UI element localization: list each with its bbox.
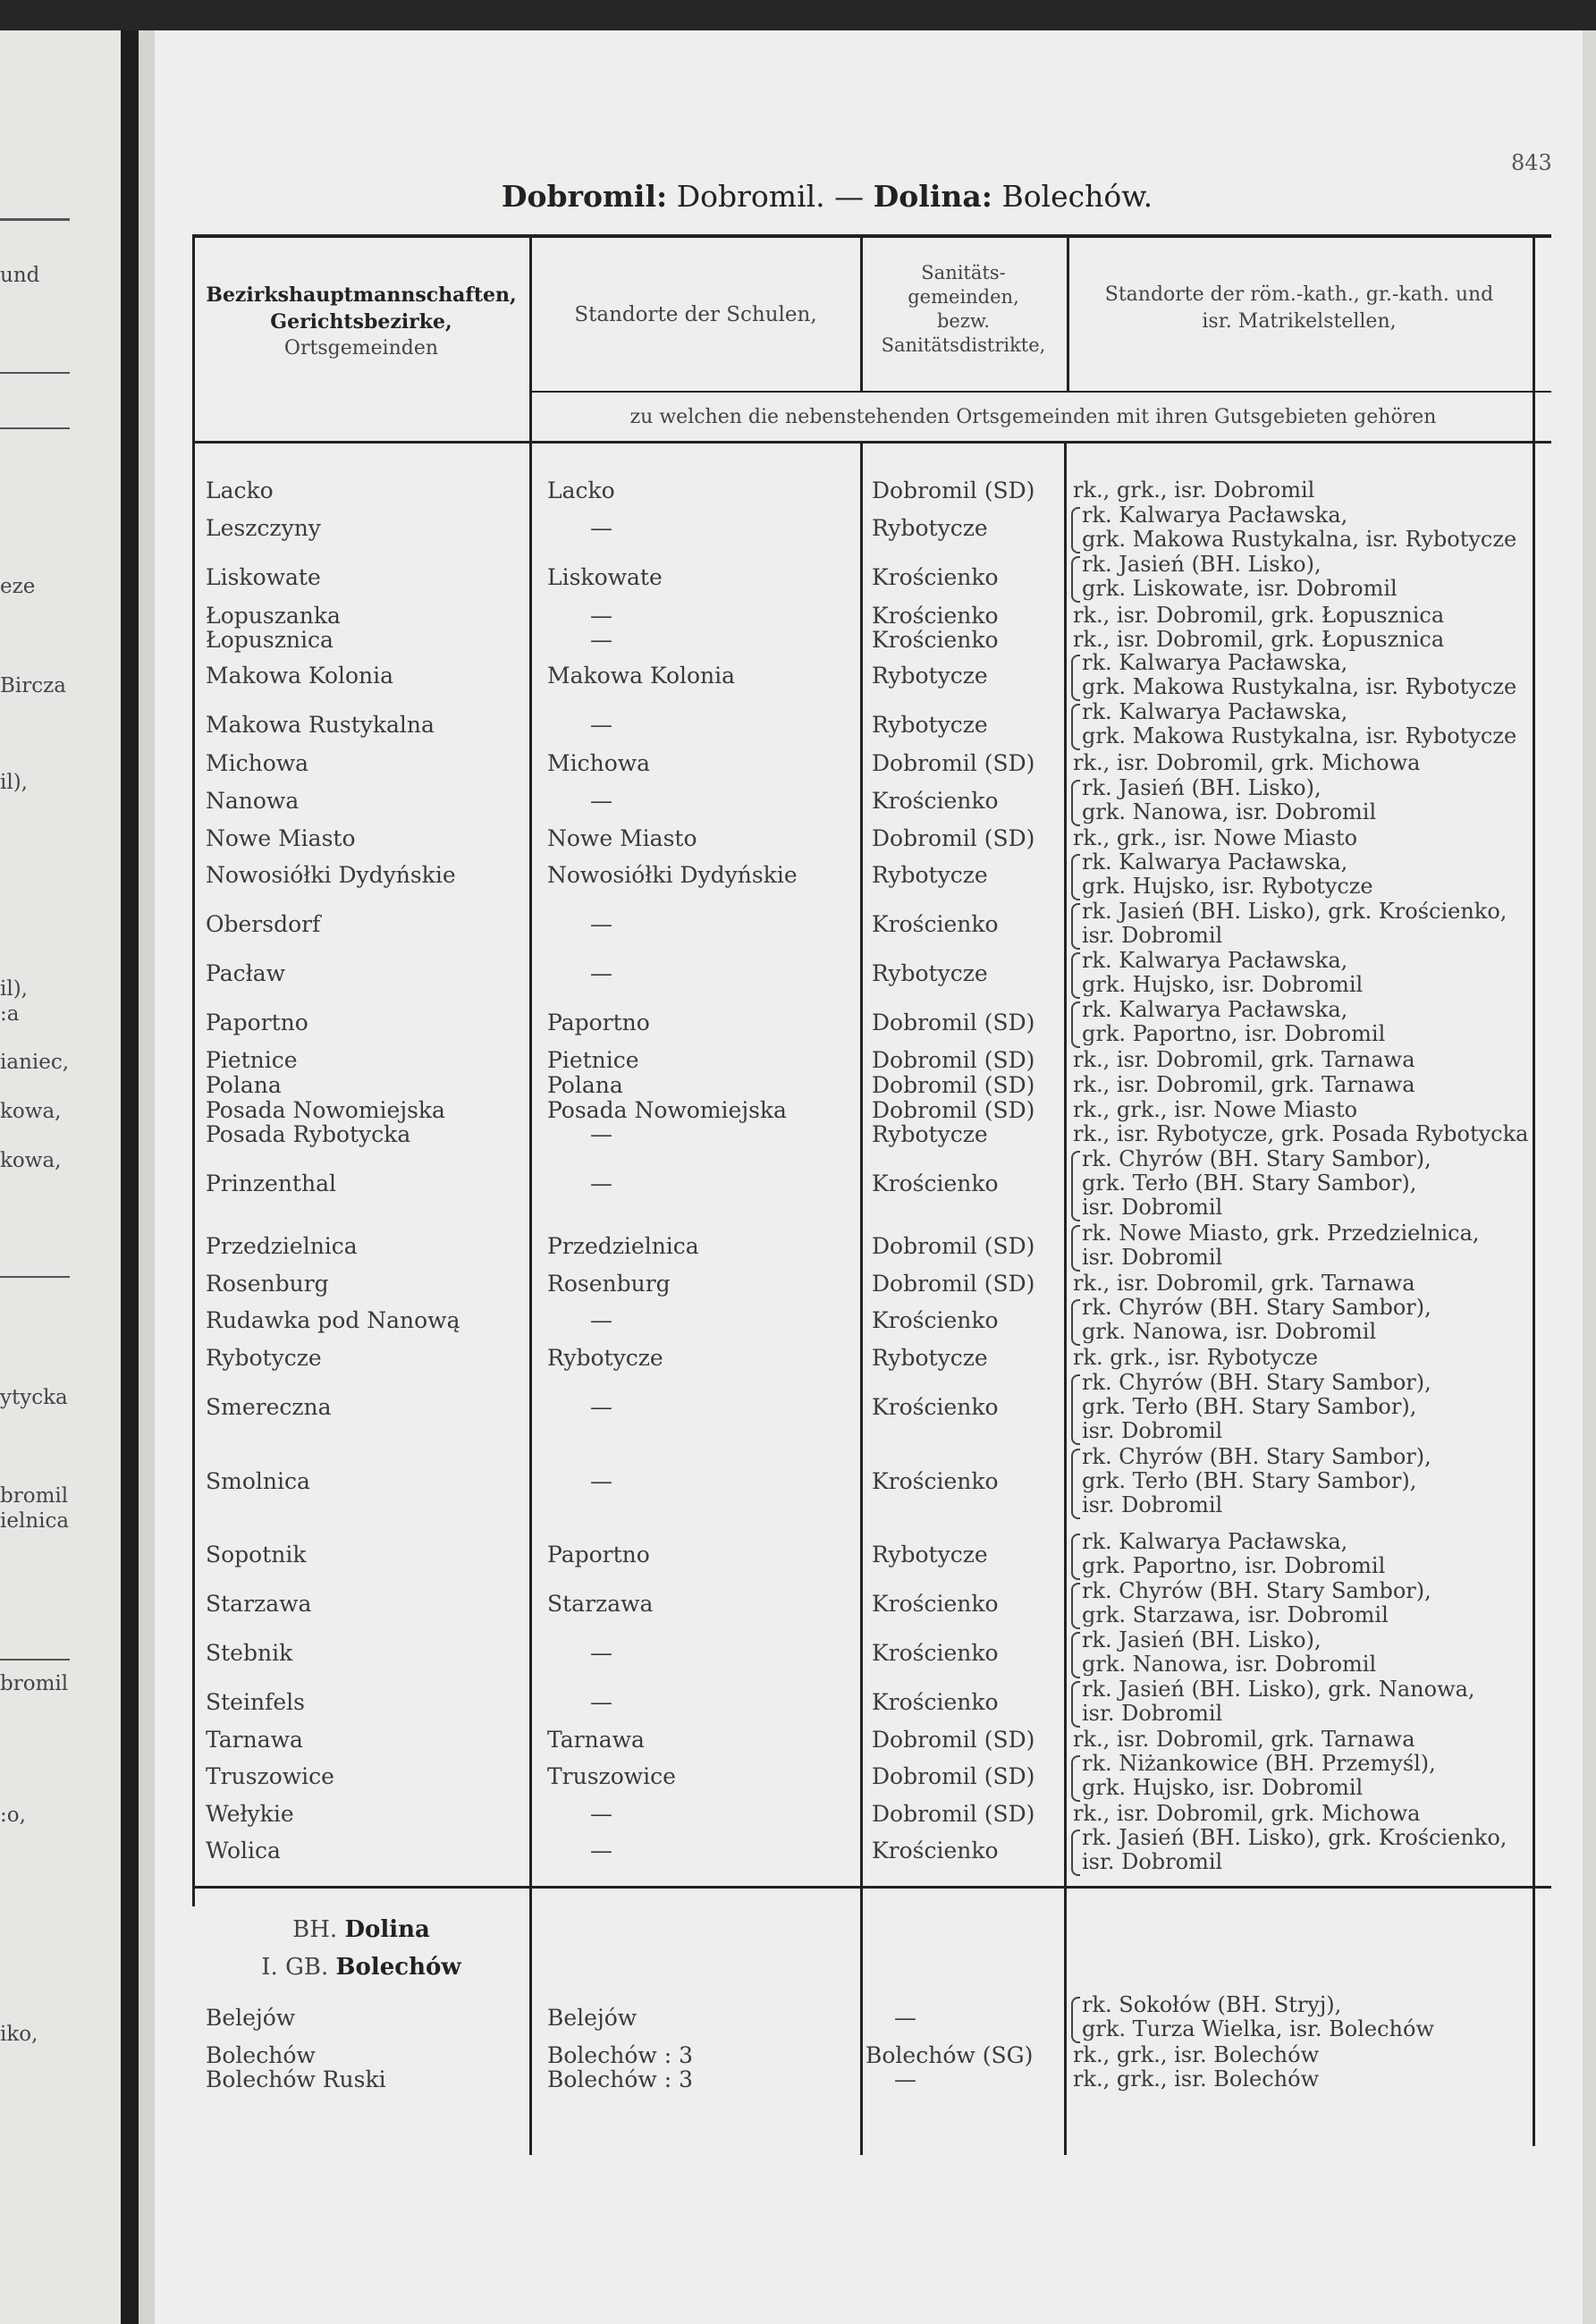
row-sanitaetsgemeinde: Rybotycze [872,1345,988,1371]
matrikel-brace [1071,655,1080,701]
row-matrikelstelle: rk. Kalwarya Pacławska, [1082,849,1348,875]
bh-heading [197,1916,526,1943]
row-sanitaetsgemeinde: Dobromil (SD) [872,1097,1035,1123]
right-page-edge [1583,30,1596,2324]
table-left-rule [192,234,195,1906]
row-matrikelstelle: rk., isr. Dobromil, grk. Łopusznica [1073,603,1445,628]
row-matrikelstelle: rk. Sokołów (BH. Stryj), [1082,1992,1342,2017]
row-matrikelstelle: rk., grk., isr. Bolechów [1073,2066,1320,2092]
row-matrikelstelle: grk. Starzawa, isr. Dobromil [1082,1602,1389,1627]
row-gemeinde: Liskowate [206,564,321,590]
row-schule: Bolechów : 3 [547,2066,693,2092]
matrikel-brace [1071,1225,1080,1272]
row-gemeinde: Starzawa [206,1591,312,1617]
matrikel-brace [1071,854,1080,900]
header-col3-line2: gemeinden, [908,286,1019,308]
row-matrikelstelle: rk., grk., isr. Nowe Miasto [1073,825,1358,850]
row-sanitaetsgemeinde: Krościenko [872,1468,999,1494]
header-col3-line1: Sanitäts- [921,262,1006,283]
row-schule: Michowa [547,750,651,776]
row-schule: Paportno [547,1542,650,1568]
running-head [447,179,1207,214]
row-matrikelstelle: rk. Jasień (BH. Lisko), [1082,552,1322,577]
row-sanitaetsgemeinde: Rybotycze [872,862,988,888]
row-sanitaetsgemeinde: Dobromil (SD) [872,1072,1035,1098]
row-matrikelstelle: rk., grk., isr. Bolechów [1073,2042,1320,2067]
row-matrikelstelle: rk. Niżankowice (BH. Przemyśl), [1082,1751,1436,1776]
row-schule: — [590,603,612,629]
left-page-fragment: ianiec, [0,1051,70,1074]
scan-top-band [0,0,1596,30]
row-sanitaetsgemeinde: Dobromil (SD) [872,1010,1035,1035]
row-matrikelstelle: grk. Hujsko, isr. Rybotycze [1082,874,1373,899]
row-sanitaetsgemeinde: Krościenko [872,911,999,937]
row-sanitaetsgemeinde: Krościenko [872,1394,999,1420]
district-dobromil: Dobromil: [501,179,668,214]
row-schule: Truszowice [547,1763,676,1789]
row-gemeinde: Makowa Kolonia [206,663,394,689]
row-matrikelstelle: grk. Makowa Rustykalna, isr. Rybotycze [1082,527,1517,552]
row-gemeinde: Przedzielnica [206,1233,358,1259]
row-sanitaetsgemeinde: Dobromil (SD) [872,477,1035,503]
left-page-fragment: kowa, [0,1100,62,1123]
left-page-fragment: Bircza [0,674,66,697]
row-gemeinde: Stebnik [206,1640,293,1666]
row-sanitaetsgemeinde: Rybotycze [872,1542,988,1568]
row-gemeinde: Rybotycze [206,1345,322,1371]
matrikel-brace [1071,1151,1080,1221]
page-number: 843 [1511,150,1552,175]
row-schule: Posada Nowomiejska [547,1097,787,1123]
row-schule: Rosenburg [547,1271,671,1297]
row-sanitaetsgemeinde: Krościenko [872,788,999,814]
table-top-rule [192,234,1551,238]
gb-prefix: I. GB. [261,1954,329,1981]
left-page-rule [0,372,70,374]
row-schule: — [590,788,612,814]
court-dobromil: Dobromil. [676,179,825,214]
matrikel-brace [1071,704,1080,750]
left-page-edge [0,30,121,2324]
row-matrikelstelle: isr. Dobromil [1082,1701,1223,1726]
left-page-fragment: und [0,264,40,287]
head-separator: — [834,179,865,214]
row-gemeinde: Posada Nowomiejska [206,1097,445,1123]
row-matrikelstelle: rk., isr. Dobromil, grk. Łopusznica [1073,627,1445,652]
row-schule: Makowa Kolonia [547,663,736,689]
row-gemeinde: Sopotnik [206,1542,307,1568]
row-schule: Pietnice [547,1047,639,1073]
row-matrikelstelle: grk. Makowa Rustykalna, isr. Rybotycze [1082,723,1517,748]
left-page-rule [0,1659,70,1661]
left-page-rule [0,427,70,429]
left-page-fragment: il), [0,771,28,794]
row-matrikelstelle: rk. Jasień (BH. Lisko), [1082,1627,1322,1652]
row-gemeinde: Posada Rybotycka [206,1121,411,1147]
header-col4-line2: isr. Matrikelstellen, [1202,310,1397,333]
row-sanitaetsgemeinde: Krościenko [872,1838,999,1863]
row-sanitaetsgemeinde: Krościenko [872,627,999,653]
row-matrikelstelle: grk. Hujsko, isr. Dobromil [1082,972,1364,997]
row-gemeinde: Nanowa [206,788,300,814]
left-page-fragment: iko, [0,2023,38,2046]
row-sanitaetsgemeinde: Krościenko [872,1170,999,1196]
row-matrikelstelle: rk., isr. Dobromil, grk. Tarnawa [1073,1727,1415,1752]
row-sanitaetsgemeinde: Dobromil (SD) [872,750,1035,776]
matrikel-brace [1071,556,1080,603]
left-page-fragment: bromil [0,1484,69,1508]
matrikel-brace [1071,1632,1080,1678]
row-matrikelstelle: grk. Paportno, isr. Dobromil [1082,1021,1386,1046]
col-divider-2-body [860,444,863,2155]
row-schule: — [590,960,612,986]
row-sanitaetsgemeinde: Krościenko [872,564,999,590]
matrikel-brace [1071,1681,1080,1728]
row-matrikelstelle: rk., isr. Dobromil, grk. Tarnawa [1073,1271,1415,1296]
row-gemeinde: Belejów [206,2005,296,2031]
row-matrikelstelle: rk., isr. Dobromil, grk. Tarnawa [1073,1047,1415,1072]
row-sanitaetsgemeinde: Krościenko [872,603,999,629]
row-matrikelstelle: grk. Terło (BH. Stary Sambor), [1082,1468,1417,1493]
row-schule: Nowe Miasto [547,825,697,851]
header-col4-line1: Standorte der röm.-kath., gr.-kath. und [1104,283,1494,306]
row-schule: — [590,1307,612,1333]
matrikel-brace [1071,1299,1080,1346]
row-matrikelstelle: rk. Chyrów (BH. Stary Sambor), [1082,1370,1431,1395]
row-sanitaetsgemeinde: Krościenko [872,1640,999,1666]
row-matrikelstelle: rk. Kalwarya Pacławska, [1082,1529,1348,1554]
row-sanitaetsgemeinde: Dobromil (SD) [872,1271,1035,1297]
row-gemeinde: Łopusznica [206,627,334,653]
row-schule: Polana [547,1072,623,1098]
row-gemeinde: Smereczna [206,1394,332,1420]
section-divider-rule [192,1886,1551,1889]
matrikel-brace [1071,507,1080,554]
row-gemeinde: Steinfels [206,1689,305,1715]
row-sanitaetsgemeinde: Krościenko [872,1307,999,1333]
matrikel-brace [1071,1583,1080,1629]
row-schule: Belejów [547,2005,638,2031]
row-gemeinde: Lacko [206,477,274,503]
row-matrikelstelle: rk., grk., isr. Nowe Miasto [1073,1097,1358,1122]
row-schule: — [590,1394,612,1420]
matrikel-brace [1071,780,1080,826]
left-page-fragment: kowa, [0,1149,62,1172]
row-gemeinde: Łopuszanka [206,603,341,629]
row-schule: — [590,1640,612,1666]
row-matrikelstelle: grk. Hujsko, isr. Dobromil [1082,1775,1364,1800]
gb-heading [197,1954,526,1981]
row-matrikelstelle: rk. Kalwarya Pacławska, [1082,997,1348,1022]
table-right-rule [1533,234,1535,2146]
row-gemeinde: Polana [206,1072,282,1098]
row-gemeinde: Pietnice [206,1047,298,1073]
row-matrikelstelle: rk. Jasień (BH. Lisko), grk. Krościenko, [1082,899,1507,924]
row-gemeinde: Nowosiółki Dydyńskie [206,862,456,888]
row-matrikelstelle: rk., isr. Dobromil, grk. Michowa [1073,1801,1421,1826]
row-gemeinde: Bolechów [206,2042,316,2068]
row-sanitaetsgemeinde: Dobromil (SD) [872,825,1035,851]
row-matrikelstelle: rk. Kalwarya Pacławska, [1082,699,1348,724]
row-schule: — [590,712,612,738]
row-matrikelstelle: rk. Jasień (BH. Lisko), grk. Nanowa, [1082,1677,1475,1702]
row-gemeinde: Paportno [206,1010,308,1035]
row-gemeinde: Truszowice [206,1763,334,1789]
row-sanitaetsgemeinde: Rybotycze [872,712,988,738]
row-schule: Rybotycze [547,1345,663,1371]
row-gemeinde: Wełykie [206,1801,294,1827]
page-gutter [139,30,155,2324]
header-col2: Standorte der Schulen, [574,303,817,326]
header-col1-line2: Gerichtsbezirke, [270,310,452,334]
header-col3-line4: Sanitätsdistrikte, [881,334,1046,356]
row-gemeinde: Leszczyny [206,515,321,541]
header-col1-line3: Ortsgemeinden [283,337,439,359]
row-gemeinde: Bolechów Ruski [206,2066,386,2092]
court-bolechow: Bolechów. [1001,179,1153,214]
row-matrikelstelle: grk. Makowa Rustykalna, isr. Rybotycze [1082,674,1517,699]
row-matrikelstelle: isr. Dobromil [1082,923,1223,948]
left-page-fragment: eze [0,575,36,598]
left-page-fragment: ielnica [0,1509,70,1533]
left-page-fragment: :o, [0,1804,26,1827]
matrikel-brace [1071,1997,1080,2043]
row-matrikelstelle: rk. Chyrów (BH. Stary Sambor), [1082,1295,1431,1320]
row-matrikelstelle: rk. grk., isr. Rybotycze [1073,1345,1319,1370]
row-schule: Liskowate [547,564,663,590]
row-schule: Bolechów : 3 [547,2042,693,2068]
row-matrikelstelle: grk. Nanowa, isr. Dobromil [1082,1652,1377,1677]
row-matrikelstelle: rk. Chyrów (BH. Stary Sambor), [1082,1146,1431,1171]
matrikel-brace [1071,1830,1080,1876]
row-sanitaetsgemeinde: Krościenko [872,1591,999,1617]
bh-name: Dolina [344,1916,430,1943]
row-schule: Lacko [547,477,615,503]
row-sanitaetsgemeinde: Krościenko [872,1689,999,1715]
row-schule: — [590,515,612,541]
row-matrikelstelle: grk. Turza Wielka, isr. Bolechów [1082,2016,1435,2041]
col-divider-1 [529,234,532,2155]
header-bottom-rule [192,441,1551,444]
row-matrikelstelle: rk. Chyrów (BH. Stary Sambor), [1082,1578,1431,1603]
row-matrikelstelle: rk. Kalwarya Pacławska, [1082,650,1348,675]
col-divider-3-body [1064,444,1067,2155]
bh-prefix: BH. [292,1916,338,1943]
matrikel-brace [1071,1534,1080,1580]
row-sanitaetsgemeinde: Rybotycze [872,960,988,986]
row-matrikelstelle: grk. Paportno, isr. Dobromil [1082,1553,1386,1578]
left-page-rule [0,218,70,221]
row-matrikelstelle: grk. Nanowa, isr. Dobromil [1082,799,1377,824]
left-page-rule [0,1276,70,1278]
row-matrikelstelle: rk. Jasień (BH. Lisko), grk. Krościenko, [1082,1825,1507,1850]
row-sanitaetsgemeinde: — [894,2066,916,2092]
row-schule: — [590,1838,612,1863]
row-sanitaetsgemeinde: Rybotycze [872,663,988,689]
header-col1-line1: Bezirkshauptmannschaften, [206,283,517,307]
row-gemeinde: Prinzenthal [206,1170,336,1196]
row-schule: — [590,1689,612,1715]
row-gemeinde: Obersdorf [206,911,321,937]
matrikel-brace [1071,903,1080,950]
book-binding [121,30,139,2324]
row-gemeinde: Tarnawa [206,1727,303,1753]
row-sanitaetsgemeinde: — [894,2005,916,2031]
row-matrikelstelle: rk., isr. Rybotycze, grk. Posada Rybotycka [1073,1121,1529,1146]
header-col4 [1071,282,1527,335]
row-schule: — [590,911,612,937]
row-schule: — [590,1468,612,1494]
row-gemeinde: Smolnica [206,1468,310,1494]
row-schule: — [590,1170,612,1196]
row-sanitaetsgemeinde: Dobromil (SD) [872,1727,1035,1753]
row-schule: Nowosiółki Dydyńskie [547,862,798,888]
left-page-fragment: bromil [0,1672,69,1695]
row-gemeinde: Pacław [206,960,286,986]
row-matrikelstelle: rk., grk., isr. Dobromil [1073,477,1315,503]
row-matrikelstelle: isr. Dobromil [1082,1492,1223,1517]
row-schule: Przedzielnica [547,1233,699,1259]
matrikel-brace [1071,952,1080,999]
row-sanitaetsgemeinde: Dobromil (SD) [872,1763,1035,1789]
matrikel-brace [1071,1755,1080,1802]
row-sanitaetsgemeinde: Rybotycze [872,1121,988,1147]
row-matrikelstelle: grk. Terło (BH. Stary Sambor), [1082,1394,1417,1419]
row-schule: Paportno [547,1010,650,1035]
row-matrikelstelle: rk. Kalwarya Pacławska, [1082,948,1348,973]
row-gemeinde: Rudawka pod Nanową [206,1307,460,1333]
row-matrikelstelle: rk. Chyrów (BH. Stary Sambor), [1082,1444,1431,1469]
gb-name: Bolechów [335,1954,461,1981]
row-sanitaetsgemeinde: Dobromil (SD) [872,1233,1035,1259]
row-gemeinde: Nowe Miasto [206,825,356,851]
header-col3 [863,261,1064,358]
row-schule: — [590,1121,612,1147]
row-schule: — [590,627,612,653]
left-page-fragment: :a [0,1002,20,1026]
row-schule: Tarnawa [547,1727,645,1753]
row-matrikelstelle: grk. Liskowate, isr. Dobromil [1082,576,1398,601]
row-gemeinde: Makowa Rustykalna [206,712,435,738]
row-matrikelstelle: grk. Terło (BH. Stary Sambor), [1082,1170,1417,1196]
row-sanitaetsgemeinde: Dobromil (SD) [872,1047,1035,1073]
district-dolina: Dolina: [873,179,992,214]
row-gemeinde: Wolica [206,1838,281,1863]
row-gemeinde: Rosenburg [206,1271,329,1297]
row-matrikelstelle: rk. Jasień (BH. Lisko), [1082,775,1322,800]
left-page-fragment: il), [0,977,28,1001]
row-matrikelstelle: isr. Dobromil [1082,1418,1223,1443]
row-matrikelstelle: isr. Dobromil [1082,1245,1223,1270]
header-span-rule [532,391,1551,393]
row-matrikelstelle: isr. Dobromil [1082,1195,1223,1220]
row-sanitaetsgemeinde: Dobromil (SD) [872,1801,1035,1827]
row-sanitaetsgemeinde: Rybotycze [872,515,988,541]
left-page-fragment: ytycka [0,1386,68,1409]
row-gemeinde: Michowa [206,750,309,776]
row-matrikelstelle: rk. Nowe Miasto, grk. Przedzielnica, [1082,1221,1480,1246]
header-span: zu welchen die nebenstehenden Ortsgemeinden mit ihren Gutsgebieten gehören [629,406,1437,428]
header-col3-line3: bezw. [936,310,991,332]
row-sanitaetsgemeinde: Bolechów (SG) [866,2042,1034,2068]
header-col1 [197,282,526,362]
matrikel-brace [1071,1449,1080,1519]
matrikel-brace [1071,1374,1080,1445]
row-matrikelstelle: rk., isr. Dobromil, grk. Tarnawa [1073,1072,1415,1097]
row-matrikelstelle: grk. Nanowa, isr. Dobromil [1082,1319,1377,1344]
row-schule: Starzawa [547,1591,654,1617]
row-matrikelstelle: rk., isr. Dobromil, grk. Michowa [1073,750,1421,775]
row-matrikelstelle: isr. Dobromil [1082,1849,1223,1874]
col-divider-3 [1067,234,1069,391]
row-matrikelstelle: rk. Kalwarya Pacławska, [1082,503,1348,528]
matrikel-brace [1071,1001,1080,1048]
row-schule: — [590,1801,612,1827]
